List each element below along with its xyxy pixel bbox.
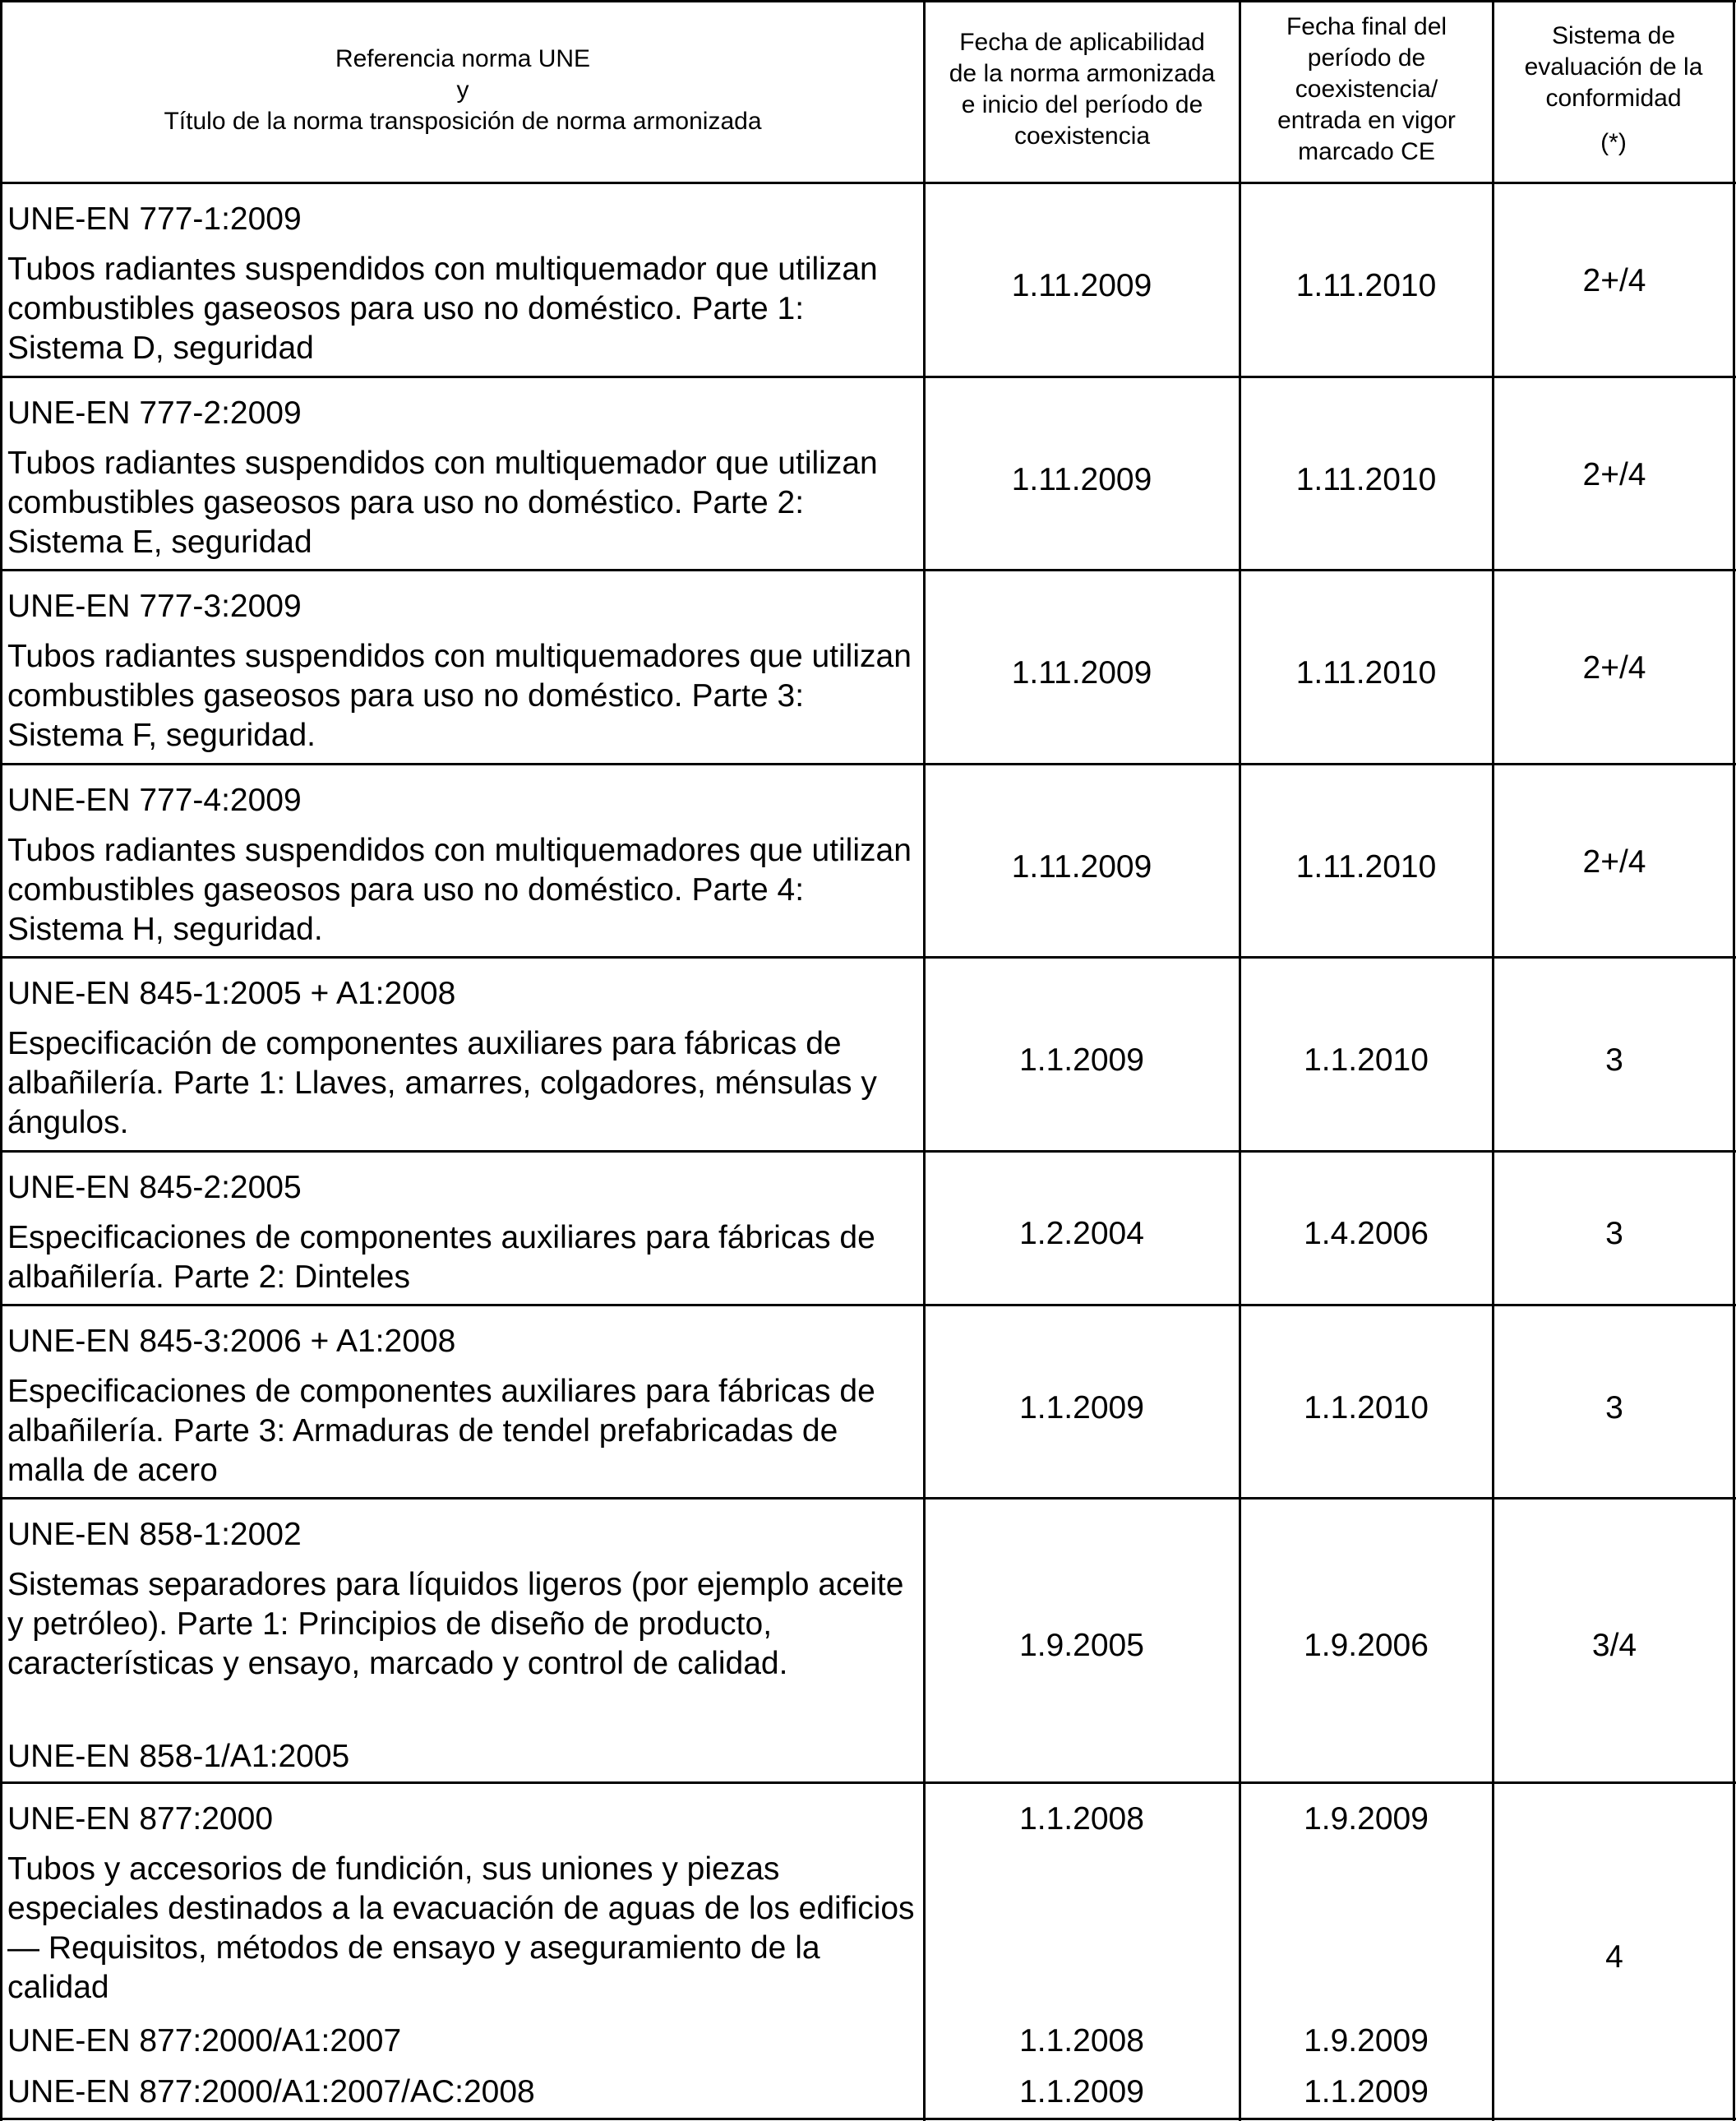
- header-col-end-date: Fecha final del período de coexistencia/ entrada en vigor marcado CE: [1277, 13, 1456, 165]
- table-border-bottom: [0, 2118, 1736, 2120]
- row-title: Tubos radiantes suspendidos con multiquemadores que utilizan combustibles gaseosos para uso no doméstico. Parte 3: Sistema F, seguridad.: [7, 639, 912, 753]
- asterisk-note: (*): [1600, 129, 1627, 156]
- row-reference: UNE-EN 777-3:2009: [7, 589, 302, 624]
- row-reference: UNE-EN 777-4:2009: [7, 783, 302, 818]
- row-reference: UNE-EN 845-2:2005: [7, 1170, 302, 1205]
- row-divider: [0, 569, 1736, 571]
- row-reference: UNE-EN 845-1:2005 + A1:2008: [7, 976, 456, 1011]
- row-conformity-system: 3: [1605, 1390, 1623, 1426]
- row-end-date: 1.9.2006: [1304, 1628, 1429, 1663]
- row-applicability-date: 1.1.2008: [1019, 1801, 1144, 1837]
- row-end-date: 1.11.2010: [1295, 268, 1437, 303]
- row-title: Especificación de componentes auxiliares para fábricas de albañilería. Parte 1: Llaves, amarres, colgadores, ménsulas y ángulos.: [7, 1026, 877, 1140]
- row-conformity-system: 2+/4: [1582, 457, 1646, 492]
- row-reference: UNE-EN 777-1:2009: [7, 201, 302, 237]
- row-applicability-date: 1.1.2009: [1019, 1042, 1144, 1078]
- row-conformity-system: 4: [1605, 1939, 1623, 1975]
- row-title: Sistemas separadores para líquidos ligeros (por ejemplo aceite y petróleo). Parte 1: Principios de diseño de producto, características y ensayo, marcado y control de calidad.: [7, 1567, 904, 1681]
- row-reference: UNE-EN 777-2:2009: [7, 395, 302, 431]
- row-end-date: 1.11.2010: [1295, 849, 1437, 885]
- row-title: Tubos radiantes suspendidos con multiquemador que utilizan combustibles gaseosos para uso no doméstico. Parte 1: Sistema D, seguridad: [7, 252, 878, 366]
- row-applicability-date: 1.11.2009: [1011, 655, 1152, 691]
- row-applicability-date: 1.2.2004: [1019, 1216, 1144, 1251]
- row-end-date: 1.1.2010: [1304, 1390, 1429, 1426]
- row-divider: [0, 376, 1736, 378]
- row-divider: [0, 763, 1736, 765]
- row-divider: [0, 1497, 1736, 1499]
- row-reference: UNE-EN 858-1:2002: [7, 1517, 302, 1552]
- row-end-date: 1.9.2009: [1304, 1801, 1429, 1837]
- row-applicability-date: 1.11.2009: [1011, 268, 1152, 303]
- row-divider: [0, 1304, 1736, 1306]
- header-col-conformity-system: Sistema de evaluación de la conformidad (*): [1494, 21, 1733, 159]
- row-conformity-system: 3: [1605, 1042, 1623, 1078]
- row-end-date: 1.1.2010: [1304, 1042, 1429, 1078]
- row-divider: [0, 1781, 1736, 1784]
- row-applicability-date: 1.11.2009: [1011, 462, 1152, 497]
- row-sub-applicability-date: 1.1.2008: [1019, 2023, 1144, 2059]
- row-title: Especificaciones de componentes auxiliares para fábricas de albañilería. Parte 3: Armaduras de tendel prefabricadas de malla de acero: [7, 1374, 875, 1488]
- row-title: Tubos radiantes suspendidos con multiquemadores que utilizan combustibles gaseosos para uso no doméstico. Parte 4: Sistema H, seguridad.: [7, 833, 912, 947]
- row-conformity-system: 2+/4: [1582, 844, 1646, 880]
- row-title: Tubos radiantes suspendidos con multiquemador que utilizan combustibles gaseosos para uso no doméstico. Parte 2: Sistema E, seguridad: [7, 446, 878, 560]
- row-applicability-date: 1.9.2005: [1019, 1628, 1144, 1663]
- row-conformity-system: 2+/4: [1582, 650, 1646, 686]
- row-conformity-system: 3/4: [1591, 1628, 1637, 1663]
- row-end-date: 1.11.2010: [1295, 655, 1437, 691]
- row-amendment-reference: UNE-EN 858-1/A1:2005: [7, 1739, 350, 1774]
- row-divider: [0, 956, 1736, 959]
- row-conformity-system: 2+/4: [1582, 263, 1646, 298]
- row-sub-end-date: 1.9.2009: [1304, 2023, 1429, 2059]
- table-border-top: [0, 0, 1736, 2]
- row-subreference: UNE-EN 877:2000/A1:2007/AC:2008: [7, 2074, 535, 2109]
- row-reference: UNE-EN 877:2000: [7, 1801, 274, 1837]
- row-end-date: 1.11.2010: [1295, 462, 1437, 497]
- row-sub-end-date: 1.1.2009: [1304, 2074, 1429, 2109]
- row-title: Especificaciones de componentes auxiliares para fábricas de albañilería. Parte 2: Dinteles: [7, 1220, 875, 1295]
- header-col-applicability-date: Fecha de aplicabilidad de la norma armonizada e inicio del período de coexistencia: [949, 29, 1216, 150]
- row-reference: UNE-EN 845-3:2006 + A1:2008: [7, 1324, 456, 1359]
- row-divider: [0, 182, 1736, 184]
- table-border-left: [0, 0, 2, 2121]
- row-applicability-date: 1.1.2009: [1019, 1390, 1144, 1426]
- row-applicability-date: 1.11.2009: [1011, 849, 1152, 885]
- row-title: Tubos y accesorios de fundición, sus uniones y piezas especiales destinados a la evacuación de aguas de los edificios — Requisitos, métodos de ensayo y aseguramiento de la calidad: [7, 1851, 915, 2005]
- row-divider: [0, 1150, 1736, 1153]
- header-col-reference: Referencia norma UNE y Título de la norma transposición de norma armonizada: [164, 45, 762, 135]
- row-conformity-system: 3: [1605, 1216, 1623, 1251]
- row-end-date: 1.4.2006: [1304, 1216, 1429, 1251]
- row-subreference: UNE-EN 877:2000/A1:2007: [7, 2023, 402, 2059]
- row-sub-applicability-date: 1.1.2009: [1019, 2074, 1144, 2109]
